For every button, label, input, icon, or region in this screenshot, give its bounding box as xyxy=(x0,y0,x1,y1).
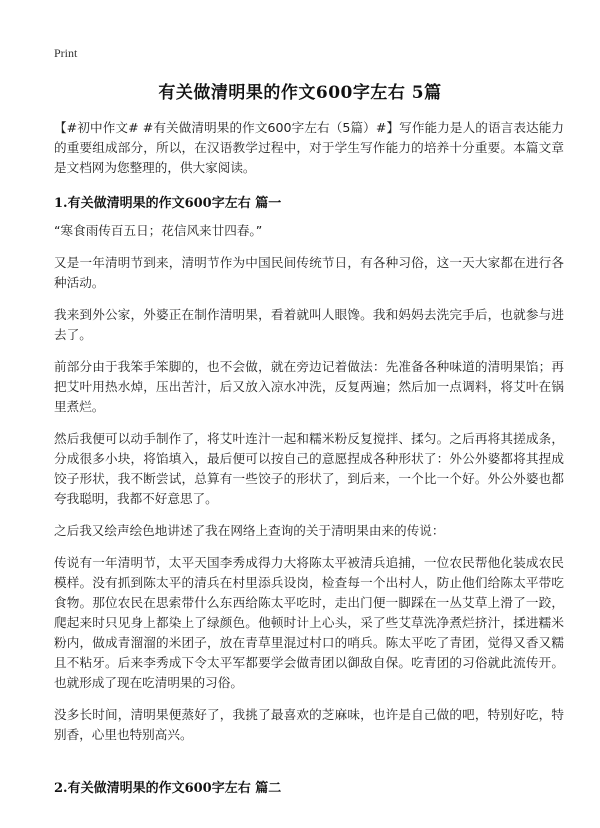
paragraph: “寒食雨传百五日；花信风来廿四春。” xyxy=(54,223,263,238)
paragraph: 然后我便可以动手制作了，将艾叶连汁一起和糯米粉反复搅拌、揉匀。之后再将其搓成条，分成很多小块，将馅填入，最后便可以按自己的意愿捏成各种形状了：外公外婆都将其捏成饺子形状，我不断尝试，总算有一些饺子的形状了，到后来，一个比一个好。外公外婆也都夸我聪明，我都不好意思了。 xyxy=(54,431,564,506)
paragraph: 又是一年清明节到来，清明节作为中国民间传统节日，有各种习俗，这一天大家都在进行各种活动。 xyxy=(54,255,564,290)
paragraph: 我来到外公家，外婆正在制作清明果，看着就叫人眼馋。我和妈妈去洗完手后，也就参与进去了。 xyxy=(54,307,564,342)
page-title: 有关做清明果的作文600字左右 5篇 xyxy=(158,83,442,103)
paragraph: 传说有一年清明节，太平天国李秀成得力大将陈太平被清兵追捕，一位农民帮他化装成农民模样。没有抓到陈太平的清兵在村里添兵设岗，检查每一个出村人，防止他们给陈太平带吃食物。那位农民在思索带什么东西给陈太平吃时，走出门便一脚踩在一丛艾草上滑了一跤，爬起来时只见身上都染上了绿颜色。他顿时计上心头，采了些艾草洗净煮烂挤汁，揉进糯米粉内，做成青溜溜的米团子，放在青草里混过村口的哨兵。陈太平吃了青团，觉得又香又糯且不粘牙。后来李秀成下令太平军都要学会做青团以御敌自保。吃青团的习俗就此流传开。也就形成了现在吃清明果的习俗。 xyxy=(54,555,564,690)
paragraph: 前部分由于我笨手笨脚的，也不会做，就在旁边记着做法：先准备各种味道的清明果馅；再把艾叶用热水焯，压出苦汁，后又放入凉水冲洗，反复两遍；然后加一点调料，将艾叶在锅里煮烂。 xyxy=(54,359,564,414)
article-body xyxy=(54,118,564,757)
section-heading-2: 2.有关做清明果的作文600字左右 篇二 xyxy=(54,781,282,796)
section-heading-1: 1.有关做清明果的作文600字左右 篇一 xyxy=(54,196,282,211)
paragraph: 之后我又绘声绘色地讲述了我在网络上查询的关于清明果由来的传说： xyxy=(54,523,445,538)
intro-paragraph: 【#初中作文# #有关做清明果的作文600字左右（5篇）#】写作能力是人的语言表达能力的重要组成部分，所以，在汉语教学过程中，对于学生写作能力的培养十分重要。本篇文章是文档网为您整理的，供大家阅读。 xyxy=(54,120,564,175)
print-link[interactable]: Print xyxy=(54,46,78,60)
paragraph: 没多长时间，清明果便蒸好了，我挑了最喜欢的芝麻味，也许是自己做的吧，特别好吃，特别香，心里也特别高兴。 xyxy=(54,707,564,742)
